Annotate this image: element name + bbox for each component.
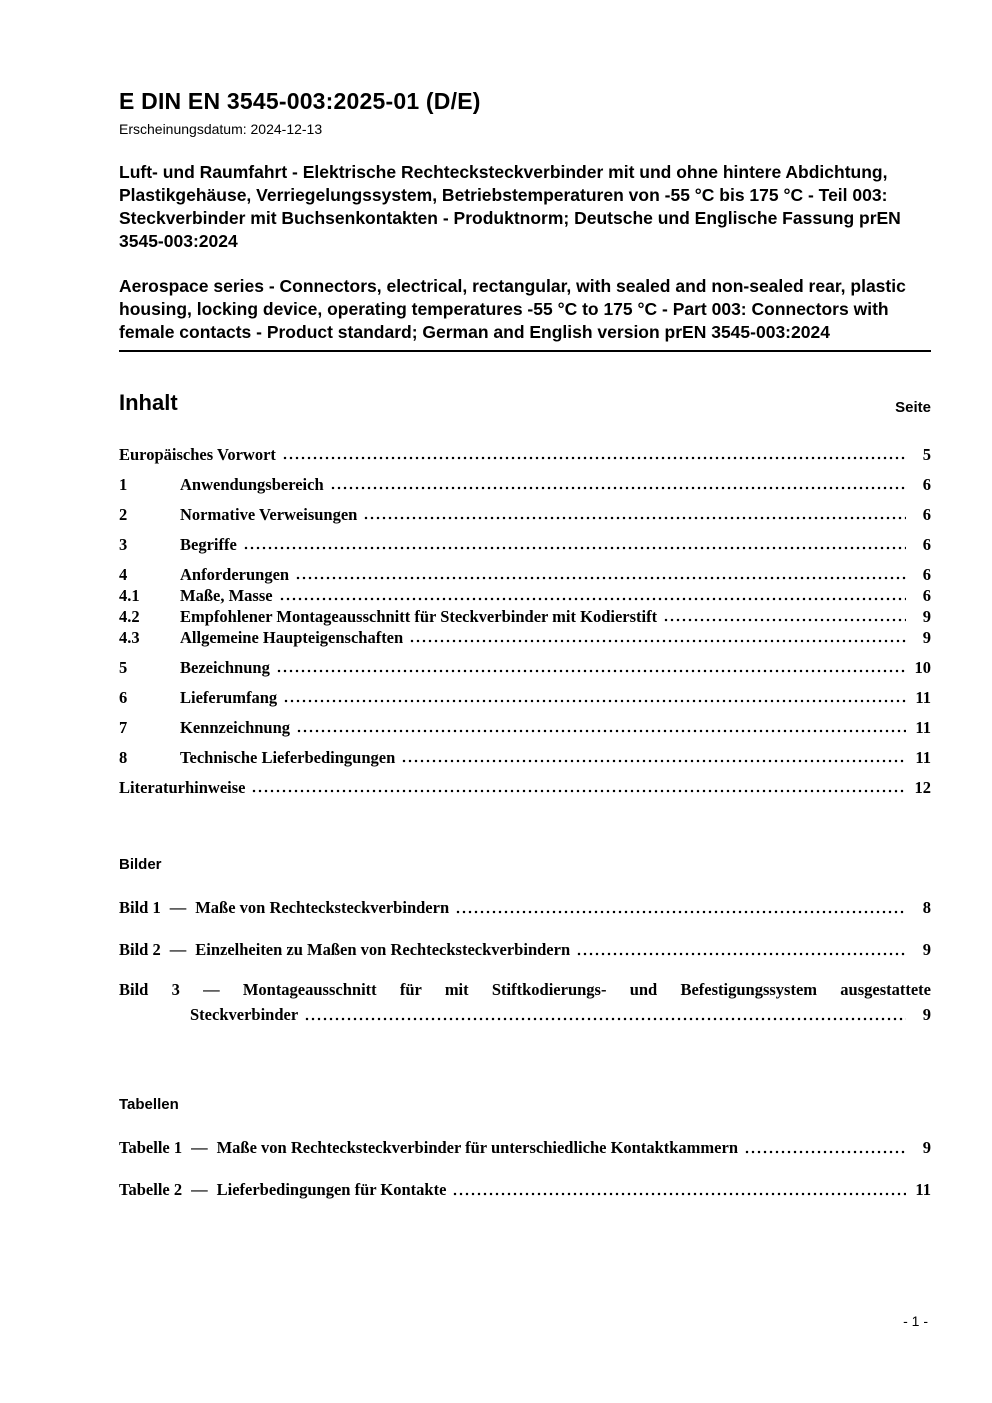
- toc-entry-title: Begriffe: [180, 535, 237, 554]
- toc-entry-title: Lieferumfang: [180, 688, 278, 707]
- horizontal-divider: [119, 350, 931, 352]
- dot-leader: [744, 1137, 906, 1159]
- toc-entry-title: Normative Verweisungen: [180, 505, 358, 524]
- toc-entry-number: 4: [119, 565, 128, 584]
- toc-entry-page: 11: [915, 748, 931, 767]
- table-entry[interactable]: [119, 1179, 931, 1201]
- toc-entry-page: 11: [915, 688, 931, 707]
- toc-entry-title: Technische Lieferbedingungen: [180, 748, 396, 767]
- toc-entry-page: 6: [922, 535, 931, 554]
- toc-entry-number: 4.1: [119, 586, 140, 605]
- toc-entry-page: 9: [922, 628, 931, 647]
- toc-entry-page: 6: [922, 475, 931, 494]
- table-entry[interactable]: [119, 1137, 931, 1159]
- toc-entry[interactable]: [119, 777, 931, 798]
- tables-list: [119, 1137, 931, 1201]
- document-number: E DIN EN 3545-003:2025-01 (D/E): [119, 88, 481, 114]
- toc-entry[interactable]: [119, 606, 931, 627]
- page-column-label: Seite: [895, 399, 931, 416]
- toc-entry[interactable]: [119, 627, 931, 648]
- dot-leader: [243, 534, 906, 555]
- dot-leader: [401, 747, 906, 768]
- toc-entry-page: 6: [922, 586, 931, 605]
- dot-leader: [330, 474, 906, 495]
- toc-entry-number: 1: [119, 475, 128, 494]
- figures-heading: Bilder: [119, 856, 162, 873]
- figure-page: 9: [922, 940, 931, 959]
- table-title: Lieferbedingungen für Kontakte: [216, 1180, 447, 1199]
- figure-title: Maße von Rechtecksteckverbindern: [195, 898, 450, 917]
- toc-entry-title: Literaturhinweise: [119, 778, 246, 797]
- toc-entry-page: 11: [915, 718, 931, 737]
- toc-entry[interactable]: [119, 474, 931, 495]
- toc-entry[interactable]: [119, 534, 931, 555]
- figures-list: [119, 897, 931, 1026]
- toc-entry[interactable]: [119, 504, 931, 525]
- dash-separator: —: [203, 980, 220, 999]
- figure-title: Einzelheiten zu Maßen von Rechtecksteckverbindern: [195, 940, 571, 959]
- toc-entry[interactable]: [119, 657, 931, 678]
- dot-leader: [363, 504, 906, 525]
- toc-entry[interactable]: [119, 444, 931, 465]
- dot-leader: [276, 657, 906, 678]
- toc-entry-number: 6: [119, 688, 128, 707]
- toc-heading: Inhalt: [119, 390, 178, 415]
- toc-entry-number: 4.3: [119, 628, 140, 647]
- toc-list: [119, 444, 931, 798]
- toc-entry-page: 12: [914, 778, 931, 797]
- toc-entry-title: Allgemeine Haupteigenschaften: [180, 628, 404, 647]
- table-label: Tabelle 2: [119, 1180, 183, 1199]
- dot-leader: [282, 444, 906, 465]
- publication-date: Erscheinungsdatum: 2024-12-13: [119, 121, 323, 137]
- dot-leader: [251, 777, 906, 798]
- toc-entry-number: 4.2: [119, 607, 140, 626]
- dash-separator: —: [191, 1180, 208, 1199]
- title-english: Aerospace series - Connectors, electrical, rectangular, with sealed and non-sealed rear, plastic housing, locking device, operating temperatures -55 °C to 175 °C - Part 003: Connectors with female contacts - Product standard; German and English version prEN 3545-003:2024: [119, 276, 906, 342]
- toc-entry-number: 5: [119, 658, 128, 677]
- dash-separator: —: [191, 1138, 208, 1157]
- dot-leader: [452, 1179, 906, 1201]
- toc-entry-title: Empfohlener Montageausschnitt für Steckverbinder mit Kodierstift: [180, 607, 658, 626]
- toc-entry-number: 3: [119, 535, 128, 554]
- dot-leader: [304, 1004, 906, 1026]
- dot-leader: [283, 687, 906, 708]
- figure-label: Bild 3: [119, 980, 180, 999]
- figure-page: 8: [922, 898, 931, 917]
- figure-title-continuation: Steckverbinder: [190, 1005, 299, 1024]
- dot-leader: [663, 606, 906, 627]
- toc-entry[interactable]: [119, 564, 931, 585]
- figure-label: Bild 2: [119, 940, 161, 959]
- toc-entry-title: Anwendungsbereich: [180, 475, 324, 494]
- title-german: Luft- und Raumfahrt - Elektrische Rechtecksteckverbinder mit und ohne hintere Abdichtung, Plastikgehäuse, Verriegelungssystem, Betriebstemperaturen von -55 °C bis 175 °C - Teil 003: Steckverbinder mit Buchsenkontakten - Produktnorm; Deutsche und Englische Fassung prEN 3545-003:2024: [119, 162, 901, 251]
- tables-heading: Tabellen: [119, 1096, 179, 1113]
- toc-entry-page: 10: [914, 658, 931, 677]
- toc-entry-page: 6: [922, 505, 931, 524]
- toc-entry-number: 2: [119, 505, 128, 524]
- toc-entry-number: 8: [119, 748, 128, 767]
- dot-leader: [295, 564, 906, 585]
- toc-entry-title: Maße, Masse: [180, 586, 273, 605]
- dash-separator: —: [169, 940, 187, 959]
- figure-entry[interactable]: [119, 939, 931, 961]
- figure-title: Montageausschnitt für mit Stiftkodierungs- und Befestigungssystem ausgestattete: [242, 980, 931, 999]
- toc-entry-page: 5: [922, 445, 931, 464]
- toc-entry-title: Bezeichnung: [180, 658, 270, 677]
- toc-entry[interactable]: [119, 717, 931, 738]
- toc-entry-page: 6: [922, 565, 931, 584]
- table-page: 11: [915, 1180, 931, 1199]
- toc-entry[interactable]: [119, 687, 931, 708]
- toc-entry-page: 9: [922, 607, 931, 626]
- table-page: 9: [922, 1138, 931, 1157]
- table-label: Tabelle 1: [119, 1138, 183, 1157]
- toc-entry-title: Kennzeichnung: [180, 718, 291, 737]
- dot-leader: [455, 897, 906, 919]
- document-content: [119, 0, 931, 1201]
- figure-label: Bild 1: [119, 898, 161, 917]
- toc-entry-title: Anforderungen: [180, 565, 290, 584]
- figure-page: 9: [922, 1005, 931, 1024]
- dash-separator: —: [169, 898, 187, 917]
- dot-leader: [279, 585, 906, 606]
- toc-entry-number: 7: [119, 718, 128, 737]
- figure-entry[interactable]: [119, 897, 931, 919]
- dot-leader: [576, 939, 906, 961]
- dot-leader: [296, 717, 906, 738]
- toc-entry[interactable]: [119, 585, 931, 606]
- page-number-footer: - 1 -: [903, 1313, 928, 1329]
- toc-entry[interactable]: [119, 747, 931, 768]
- figure-entry-line1: [119, 979, 931, 1001]
- figure-entry-line2: [190, 1004, 931, 1026]
- toc-entry-title: Europäisches Vorwort: [119, 445, 276, 464]
- figure-entry[interactable]: [119, 979, 931, 1026]
- toc-header-row: [119, 390, 931, 416]
- table-title: Maße von Rechtecksteckverbinder für unterschiedliche Kontaktkammern: [216, 1138, 738, 1157]
- dot-leader: [409, 627, 906, 648]
